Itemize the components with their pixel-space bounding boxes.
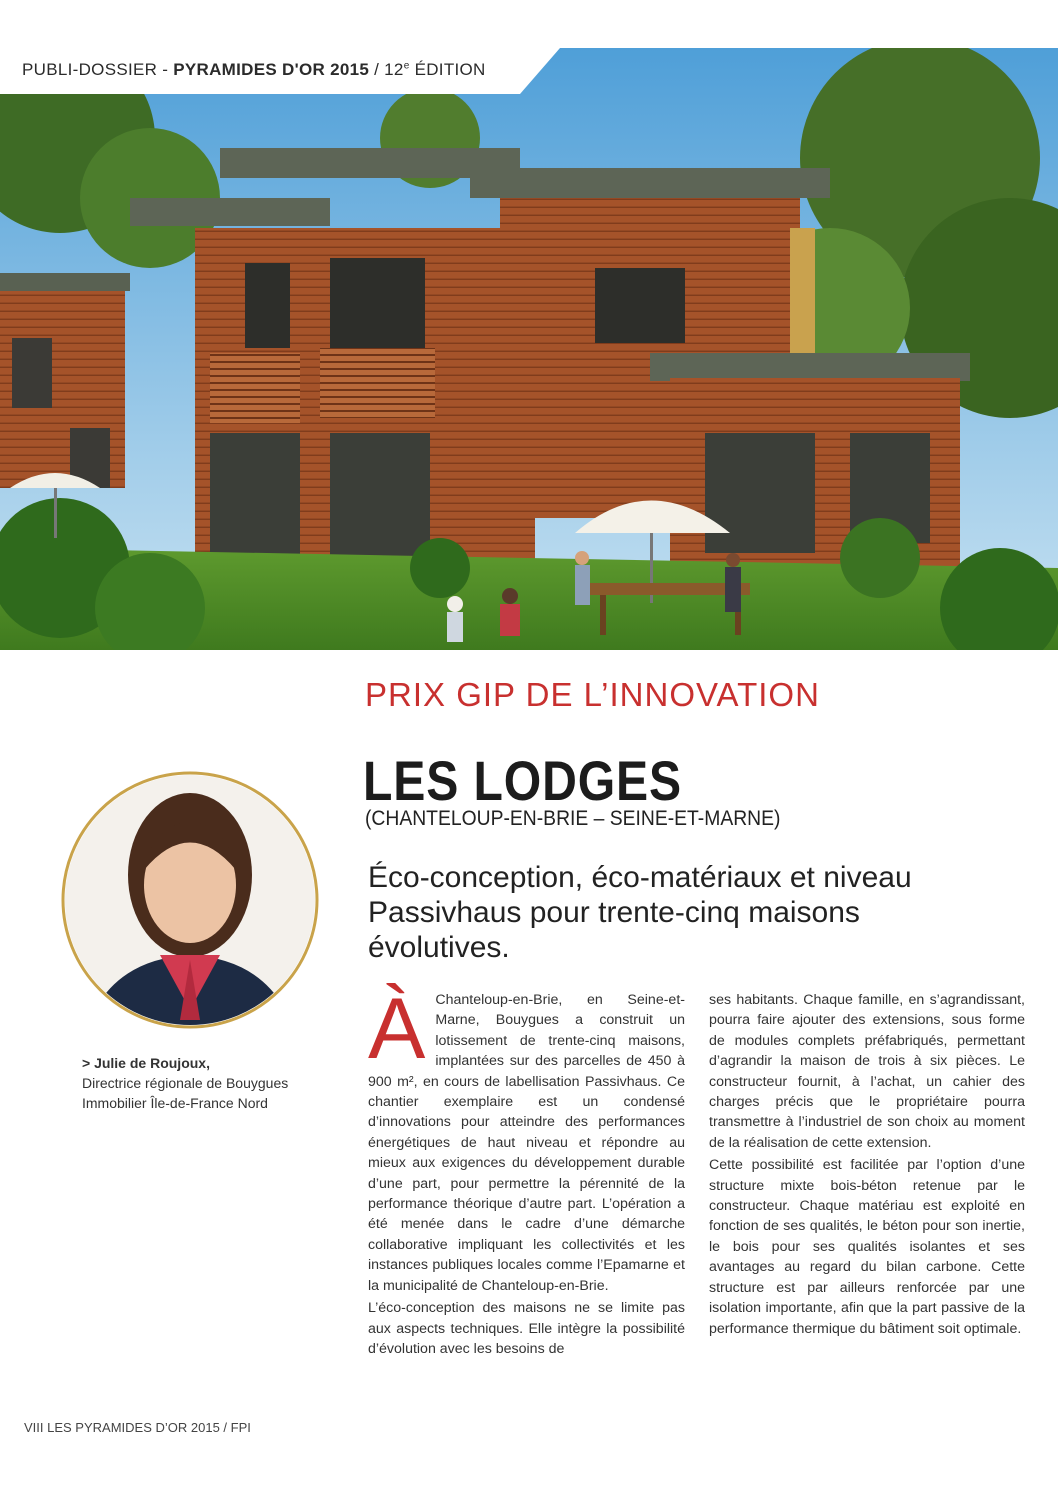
header-section: PUBLI-DOSSIER [22,60,158,79]
column2-paragraph-2: Cette possibilité est facilitée par l’option d’une structure mixte bois-béton retenue par le constructeur. Chaque matériau est exploité en fonction de ses qualités, le béton pour son inertie, le bois pour ses qualités isolantes et ses avantages au regard du bilan carbone. Cette structure est par ailleurs renforcée par une isolation importante, afin que la part passive de la performance thermique du bâtiment soit optimale. [709,1157,1025,1337]
column1-paragraph-2: L’éco-conception des maisons ne se limite pas aux aspects techniques. Elle intègre la possibilité d’évolution avec les besoins de [368,1300,685,1357]
caption-role: Directrice régionale de Bouygues Immobilier Île-de-France Nord [82,1075,289,1111]
header-separator: - [157,60,174,79]
article-column-1 [368,981,685,1361]
running-header [22,60,486,80]
article-column-2 [709,990,1025,1341]
article-location: (CHANTELOUP-EN-BRIE – SEINE-ET-MARNE) [365,807,781,830]
header-edition-sup: e [403,60,410,72]
prize-heading: PRIX GIP DE L’INNOVATION [365,676,820,713]
header-edition-prefix: / 12 [369,60,404,79]
column2-paragraph-1: ses habitants. Chaque famille, en s’agrandissant, pourra faire ajouter des extensions, sous forme de modules complets préfabriqués, permettant d’agrandir la maison de trois à six pièces. Le constructeur fournit, à l’achat, un cahier des charges précis que le propriétaire pourra transmettre à l’industriel de son choix au moment de la réalisation de cette extension. [709,992,1025,1151]
header-event: PYRAMIDES D'OR 2015 [173,60,370,79]
page-folio: VIII LES PYRAMIDES D’OR 2015 / FPI [24,1420,251,1435]
article-deck: Éco-conception, éco-matériaux et niveau Passivhaus pour trente-cinq maisons évolutives. [368,861,912,964]
portrait-caption [82,1053,342,1113]
portrait-photo [40,760,340,1050]
header-edition-suffix: ÉDITION [409,60,486,79]
article-title: LES LODGES [363,749,683,812]
hero-image [0,48,1058,650]
caption-name: > Julie de Roujoux, [82,1055,210,1071]
drop-cap: À [368,981,426,1077]
column1-paragraph-1: Chanteloup-en-Brie, en Seine-et-Marne, Bouygues a construit un lotissement de trente-cinq maisons, implantées sur des parcelles de 450 à 900 m², en cours de labellisation Passivhaus. Ce chantier exemplaire est un condensé d’innovations pour atteindre des performances énergétiques de haut niveau et répondre au mieux aux exigences du développement durable d’une part, pour permettre la pérennité de la performance théorique d’autre part. L’opération a été menée dans le cadre d’une démarche collaborative impliquant les collectivités et les instances publiques locales comme l’Epamarne et la municipalité de Chanteloup-en-Brie. [368,992,685,1294]
